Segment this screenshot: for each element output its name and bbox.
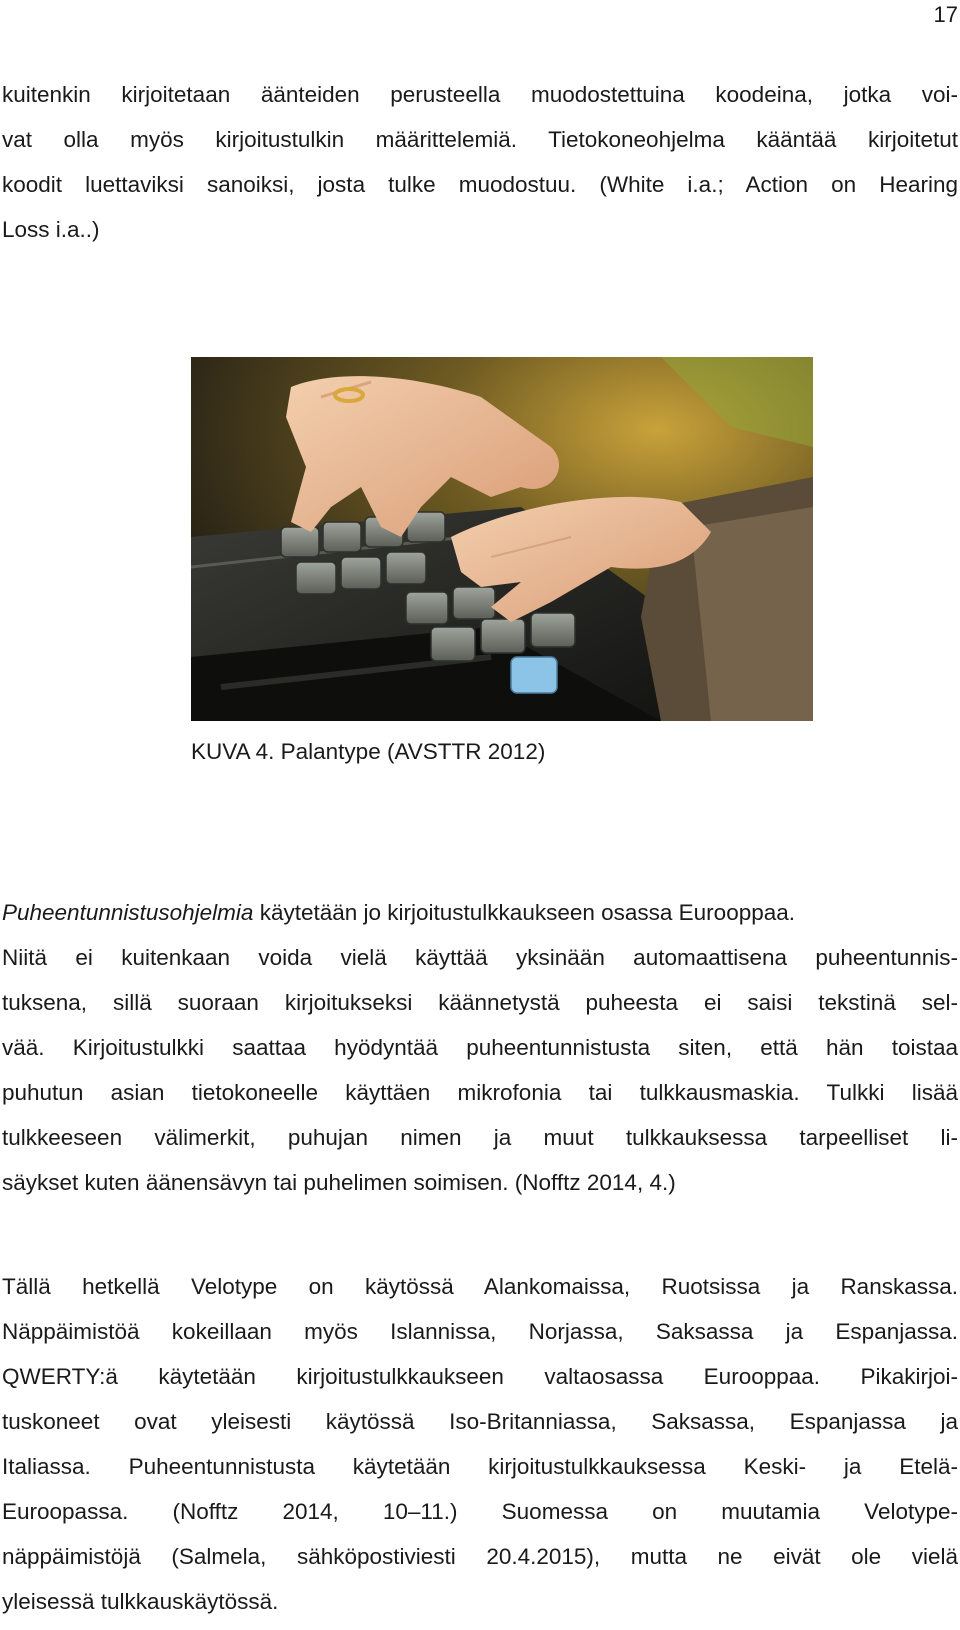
- paragraph-1: [2, 72, 958, 252]
- paragraph-line: tuksena, sillä suoraan kirjoitukseksi käännetystä puheesta ei saisi tekstinä sel-: [2, 990, 958, 1015]
- paragraph-2: [2, 890, 958, 1205]
- paragraph-line: kuitenkin kirjoitetaan äänteiden perusteella muodostettuina koodeina, jotka voi-: [2, 82, 958, 107]
- paragraph-line: yleisessä tulkkauskäytössä.: [2, 1589, 279, 1614]
- page-number: 17: [933, 2, 958, 27]
- paragraph-line: Italiassa. Puheentunnistusta käytetään kirjoitustulkkauksessa Keski- ja Etelä-: [2, 1454, 958, 1479]
- paragraph-line: Niitä ei kuitenkaan voida vielä käyttää yksinään automaattisena puheentunnis-: [2, 945, 958, 970]
- paragraph-line: vää. Kirjoitustulkki saattaa hyödyntää puheentunnistusta siten, että hän toistaa: [2, 1035, 958, 1060]
- paragraph-line: Euroopassa. (Nofftz 2014, 10–11.) Suomessa on muutamia Velotype-: [2, 1499, 958, 1524]
- palantype-photo: [191, 357, 813, 721]
- paragraph-line: Näppäimistöä kokeillaan myös Islannissa, Norjassa, Saksassa ja Espanjassa.: [2, 1319, 958, 1344]
- paragraph-line: tuskoneet ovat yleisesti käytössä Iso-Britanniassa, Saksassa, Espanjassa ja: [2, 1409, 958, 1434]
- line-text: käytetään jo kirjoitustulkkaukseen osassa Eurooppaa.: [253, 900, 796, 925]
- paragraph-line: Loss i.a..): [2, 217, 100, 242]
- figure-caption: KUVA 4. Palantype (AVSTTR 2012): [191, 739, 546, 764]
- paragraph-line: vat olla myös kirjoitustulkin määrittelemiä. Tietokoneohjelma kääntää kirjoitetut: [2, 127, 958, 152]
- paragraph-line: puhutun asian tietokoneelle käyttäen mikrofonia tai tulkkausmaskia. Tulkki lisää: [2, 1080, 958, 1105]
- paragraph-line: säykset kuten äänensävyn tai puhelimen soimisen. (Nofftz 2014, 4.): [2, 1170, 676, 1195]
- paragraph-line: Tällä hetkellä Velotype on käytössä Alankomaissa, Ruotsissa ja Ranskassa.: [2, 1274, 958, 1299]
- paragraph-line: näppäimistöjä (Salmela, sähköpostiviesti 20.4.2015), mutta ne eivät ole vielä: [2, 1544, 958, 1569]
- italic-term: Puheentunnistusohjelmia: [2, 900, 254, 925]
- paragraph-line: QWERTY:ä käytetään kirjoitustulkkaukseen valtaosassa Eurooppaa. Pikakirjoi-: [2, 1364, 958, 1389]
- paragraph-line: koodit luettaviksi sanoiksi, josta tulke muodostuu. (White i.a.; Action on Hearing: [2, 172, 958, 197]
- paragraph-line: tulkkeeseen välimerkit, puhujan nimen ja muut tulkkauksessa tarpeelliset li-: [2, 1125, 958, 1150]
- paragraph-3: [2, 1264, 958, 1624]
- paragraph-line: [2, 890, 958, 935]
